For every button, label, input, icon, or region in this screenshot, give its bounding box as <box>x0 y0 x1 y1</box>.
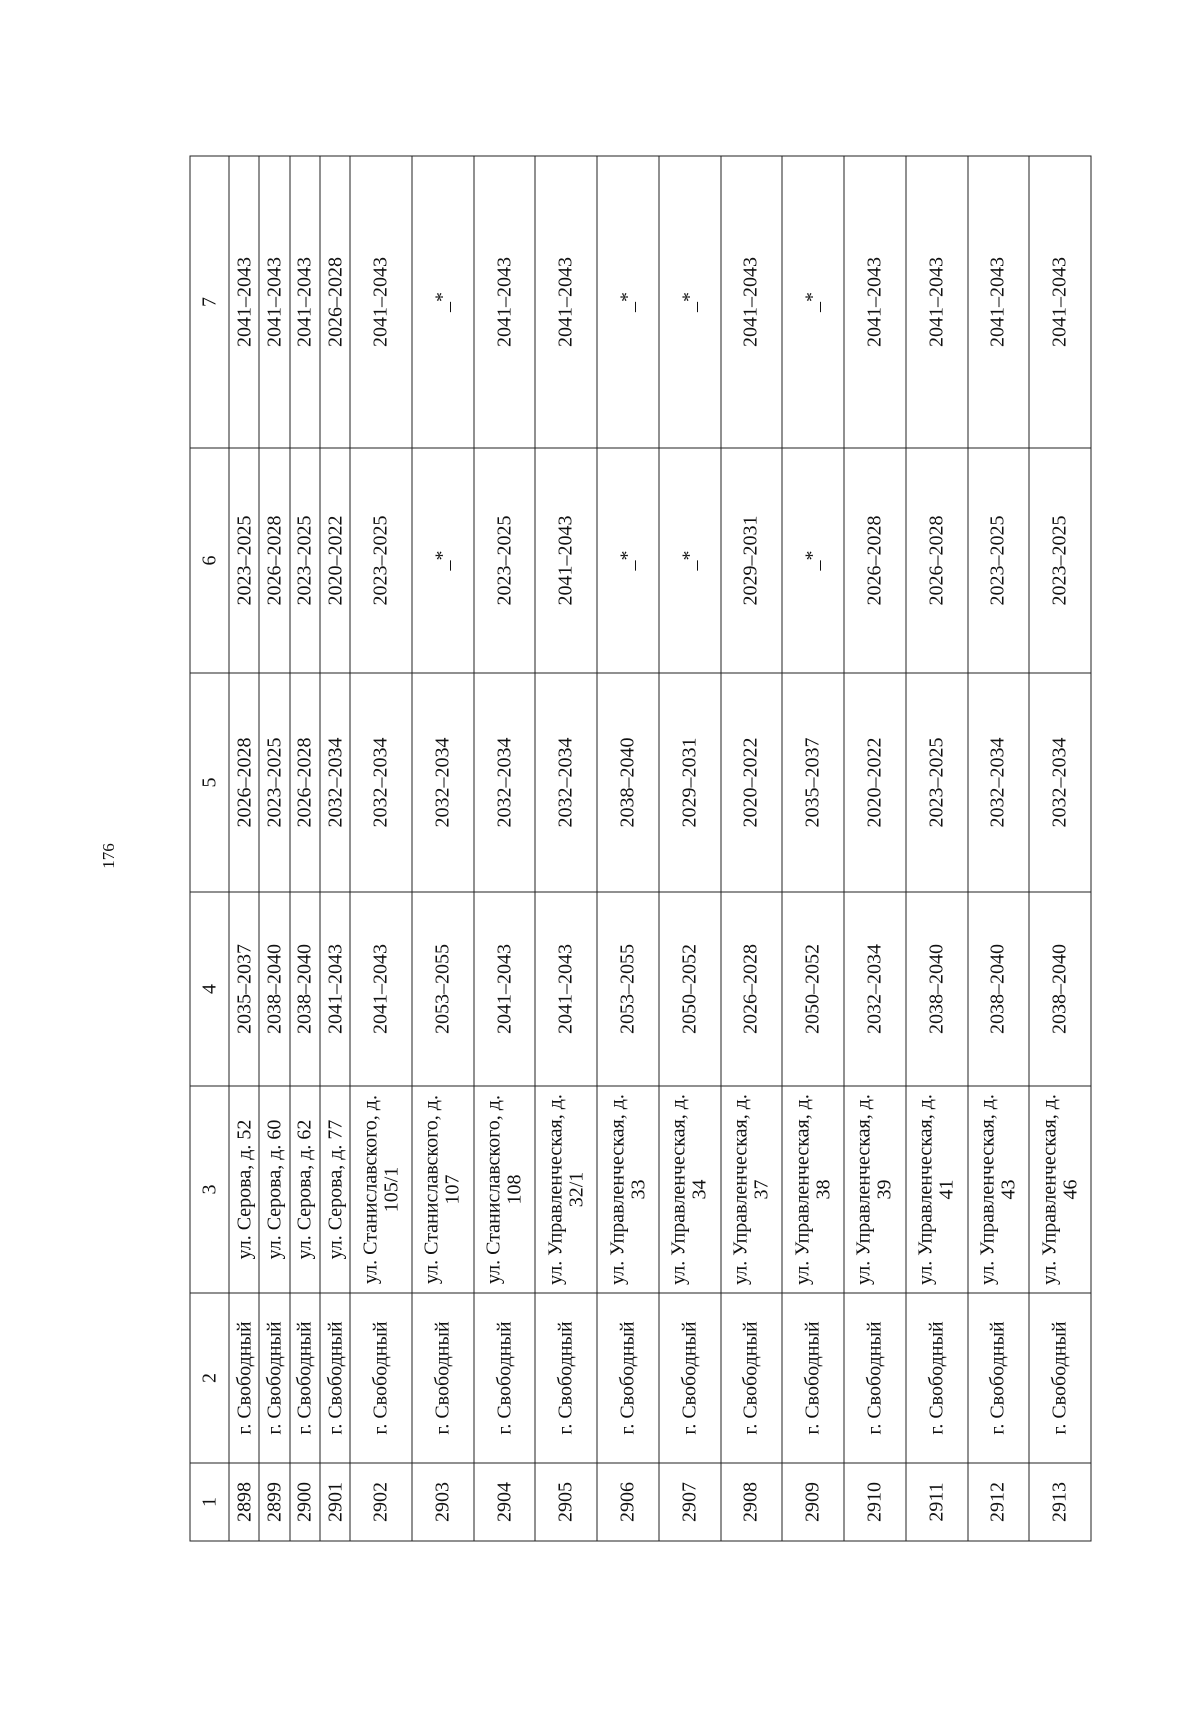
row-col5: 2026–2028 <box>229 673 259 892</box>
row-col5: 2032–2034 <box>473 673 535 892</box>
row-city: г. Свободный <box>350 1293 412 1463</box>
row-address: ул. Управленческая, д. 37 <box>720 1086 782 1293</box>
registry-table <box>189 155 1091 1541</box>
row-number: 2906 <box>597 1463 659 1541</box>
column-header: 5 <box>190 673 229 892</box>
row-number: 2902 <box>350 1463 412 1541</box>
row-number: 2901 <box>319 1463 349 1541</box>
row-col5: 2032–2034 <box>350 673 412 892</box>
row-city: г. Свободный <box>597 1293 659 1463</box>
row-number: 2909 <box>782 1463 844 1541</box>
table-row <box>720 156 782 1541</box>
row-address: ул. Управленческая, д. 41 <box>905 1086 967 1293</box>
row-col4: 2041–2043 <box>535 892 597 1086</box>
row-col5: 2032–2034 <box>412 673 474 892</box>
row-address: ул. Станиславского, д. 107 <box>412 1086 474 1293</box>
table-row <box>905 156 967 1541</box>
row-col7: 2041–2043 <box>473 156 535 448</box>
row-number: 2908 <box>720 1463 782 1541</box>
table-row <box>535 156 597 1541</box>
column-header: 3 <box>190 1086 229 1293</box>
row-col5: 2032–2034 <box>319 673 349 892</box>
row-col5: 2023–2025 <box>905 673 967 892</box>
table-row <box>844 156 906 1541</box>
row-col7: 2026–2028 <box>319 156 349 448</box>
row-col7: _* <box>412 156 474 448</box>
row-col6: 2023–2025 <box>473 448 535 673</box>
table-row <box>319 156 349 1541</box>
column-header: 4 <box>190 892 229 1086</box>
row-number: 2905 <box>535 1463 597 1541</box>
row-col4: 2050–2052 <box>782 892 844 1086</box>
row-col6: 2026–2028 <box>259 448 289 673</box>
row-number: 2903 <box>412 1463 474 1541</box>
row-number: 2898 <box>229 1463 259 1541</box>
table-row <box>782 156 844 1541</box>
row-col7: 2041–2043 <box>720 156 782 448</box>
row-col5: 2026–2028 <box>289 673 319 892</box>
table-row <box>658 156 720 1541</box>
row-col5: 2032–2034 <box>967 673 1029 892</box>
row-address: ул. Станиславского, д. 108 <box>473 1086 535 1293</box>
table-row <box>473 156 535 1541</box>
row-col4: 2038–2040 <box>905 892 967 1086</box>
row-number: 2900 <box>289 1463 319 1541</box>
row-col6: 2026–2028 <box>905 448 967 673</box>
row-number: 2913 <box>1029 1463 1091 1541</box>
row-col7: 2041–2043 <box>905 156 967 448</box>
row-col7: _* <box>597 156 659 448</box>
row-col4: 2050–2052 <box>658 892 720 1086</box>
row-address: ул. Управленческая, д. 34 <box>658 1086 720 1293</box>
row-city: г. Свободный <box>844 1293 906 1463</box>
row-col4: 2053–2055 <box>412 892 474 1086</box>
row-city: г. Свободный <box>412 1293 474 1463</box>
row-number: 2910 <box>844 1463 906 1541</box>
row-col6: 2023–2025 <box>1029 448 1091 673</box>
row-city: г. Свободный <box>319 1293 349 1463</box>
row-col4: 2038–2040 <box>967 892 1029 1086</box>
page-number: 176 <box>99 843 118 869</box>
row-address: ул. Управленческая, д. 32/1 <box>535 1086 597 1293</box>
row-number: 2911 <box>905 1463 967 1541</box>
row-address: ул. Серова, д. 52 <box>229 1086 259 1293</box>
column-header: 6 <box>190 448 229 673</box>
row-city: г. Свободный <box>229 1293 259 1463</box>
row-col7: _* <box>658 156 720 448</box>
row-col4: 2035–2037 <box>229 892 259 1086</box>
row-col6: 2023–2025 <box>967 448 1029 673</box>
table-row <box>597 156 659 1541</box>
row-address: ул. Станиславского, д. 105/1 <box>350 1086 412 1293</box>
row-col6: 2020–2022 <box>319 448 349 673</box>
row-col7: 2041–2043 <box>844 156 906 448</box>
row-col7: 2041–2043 <box>1029 156 1091 448</box>
row-col6: _* <box>782 448 844 673</box>
row-address: ул. Управленческая, д. 39 <box>844 1086 906 1293</box>
column-header: 1 <box>190 1463 229 1541</box>
column-header: 2 <box>190 1293 229 1463</box>
row-col4: 2032–2034 <box>844 892 906 1086</box>
row-col6: 2026–2028 <box>844 448 906 673</box>
row-col5: 2032–2034 <box>1029 673 1091 892</box>
row-city: г. Свободный <box>535 1293 597 1463</box>
row-col4: 2041–2043 <box>350 892 412 1086</box>
row-col7: 2041–2043 <box>229 156 259 448</box>
row-city: г. Свободный <box>259 1293 289 1463</box>
header-row <box>190 156 229 1541</box>
row-col7: 2041–2043 <box>967 156 1029 448</box>
row-city: г. Свободный <box>658 1293 720 1463</box>
row-col4: 2053–2055 <box>597 892 659 1086</box>
row-col6: 2023–2025 <box>289 448 319 673</box>
rotated-table-wrapper <box>189 156 1091 1541</box>
row-col6: 2023–2025 <box>350 448 412 673</box>
row-city: г. Свободный <box>905 1293 967 1463</box>
row-col7: _* <box>782 156 844 448</box>
row-col5: 2020–2022 <box>720 673 782 892</box>
row-col5: 2020–2022 <box>844 673 906 892</box>
row-col4: 2038–2040 <box>1029 892 1091 1086</box>
row-col7: 2041–2043 <box>535 156 597 448</box>
row-col5: 2023–2025 <box>259 673 289 892</box>
row-city: г. Свободный <box>782 1293 844 1463</box>
row-col6: _* <box>412 448 474 673</box>
row-col5: 2029–2031 <box>658 673 720 892</box>
row-col4: 2038–2040 <box>289 892 319 1086</box>
column-header: 7 <box>190 156 229 448</box>
row-col4: 2038–2040 <box>259 892 289 1086</box>
row-col7: 2041–2043 <box>289 156 319 448</box>
row-city: г. Свободный <box>473 1293 535 1463</box>
table-row <box>967 156 1029 1541</box>
table-row <box>350 156 412 1541</box>
row-address: ул. Управленческая, д. 46 <box>1029 1086 1091 1293</box>
row-city: г. Свободный <box>967 1293 1029 1463</box>
row-col5: 2038–2040 <box>597 673 659 892</box>
row-number: 2912 <box>967 1463 1029 1541</box>
row-col7: 2041–2043 <box>259 156 289 448</box>
row-col7: 2041–2043 <box>350 156 412 448</box>
row-col6: _* <box>658 448 720 673</box>
row-address: ул. Управленческая, д. 38 <box>782 1086 844 1293</box>
row-number: 2904 <box>473 1463 535 1541</box>
table-row <box>1029 156 1091 1541</box>
row-number: 2899 <box>259 1463 289 1541</box>
table-row <box>412 156 474 1541</box>
row-number: 2907 <box>658 1463 720 1541</box>
row-col5: 2032–2034 <box>535 673 597 892</box>
row-col6: _* <box>597 448 659 673</box>
table-row <box>229 156 259 1541</box>
row-address: ул. Серова, д. 62 <box>289 1086 319 1293</box>
row-col4: 2026–2028 <box>720 892 782 1086</box>
row-col6: 2041–2043 <box>535 448 597 673</box>
row-col6: 2029–2031 <box>720 448 782 673</box>
row-col6: 2023–2025 <box>229 448 259 673</box>
row-city: г. Свободный <box>1029 1293 1091 1463</box>
row-address: ул. Серова, д. 77 <box>319 1086 349 1293</box>
row-city: г. Свободный <box>720 1293 782 1463</box>
row-address: ул. Серова, д. 60 <box>259 1086 289 1293</box>
row-col4: 2041–2043 <box>473 892 535 1086</box>
row-address: ул. Управленческая, д. 43 <box>967 1086 1029 1293</box>
row-col4: 2041–2043 <box>319 892 349 1086</box>
row-city: г. Свободный <box>289 1293 319 1463</box>
row-address: ул. Управленческая, д. 33 <box>597 1086 659 1293</box>
table-row <box>259 156 289 1541</box>
row-col5: 2035–2037 <box>782 673 844 892</box>
table-row <box>289 156 319 1541</box>
